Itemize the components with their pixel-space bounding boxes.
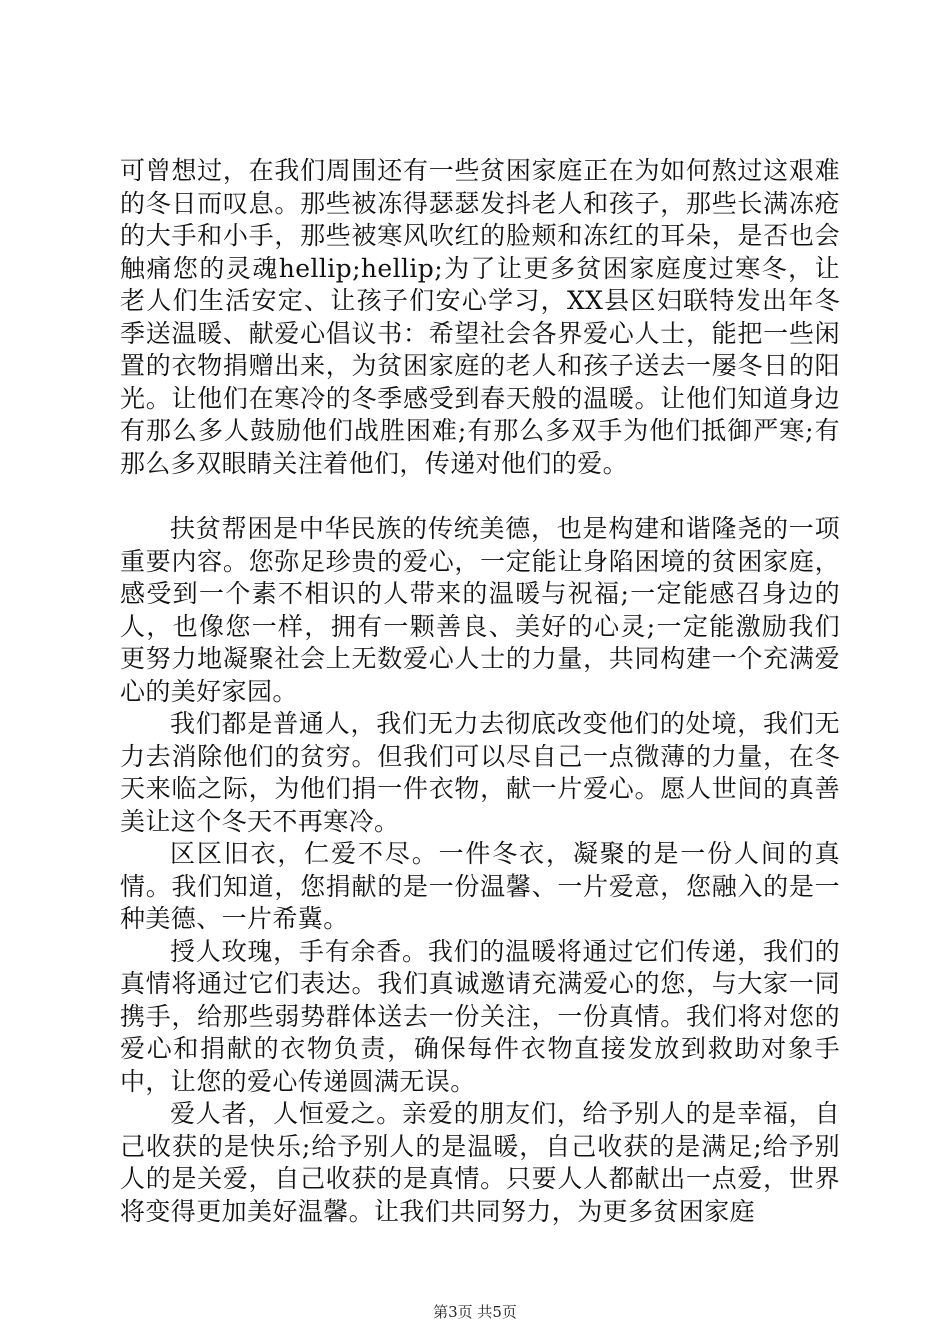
paragraph-3: 我们都是普通人，我们无力去彻底改变他们的处境，我们无力去消除他们的贫穷。但我们可以尽自己一点微薄的力量，在冬天来临之际，为他们捐一件衣物，献一片爱心。愿人世间的真善美让这个冬天不再寒冷。 xyxy=(120,709,840,836)
paragraph-gap xyxy=(120,480,840,513)
paragraph-5: 授人玫瑰，手有余香。我们的温暖将通过它们传递，我们的真情将通过它们表达。我们真诚邀请充满爱心的您，与大家一同携手，给那些弱势群体送去一份关注，一份真情。我们将对您的爱心和捐献的衣物负责，确保每件衣物直接发放到救助对象手中，让您的爱心传递圆满无误。 xyxy=(120,936,840,1096)
paragraph-6: 爱人者，人恒爱之。亲爱的朋友们，给予别人的是幸福，自己收获的是快乐;给予别人的是温暖，自己收获的是满足;给予别人的是关爱，自己收获的是真情。只要人人都献出一点爱，世界将变得更加美好温馨。让我们共同努力，为更多贫困家庭 xyxy=(120,1099,840,1226)
paragraph-4: 区区旧衣，仁爱不尽。一件冬衣，凝聚的是一份人间的真情。我们知道，您捐献的是一份温馨、一片爱意，您融入的是一种美德、一片希冀。 xyxy=(120,839,840,933)
paragraph-1: 可曾想过，在我们周围还有一些贫困家庭正在为如何熬过这艰难的冬日而叹息。那些被冻得瑟瑟发抖老人和孩子，那些长满冻疮的大手和小手，那些被寒风吹红的脸颊和冻红的耳朵，是否也会触痛您的灵魂hellip;hellip;为了让更多贫困家庭度过寒冬，让老人们生活安定、让孩子们安心学习，XX县区妇联特发出年冬季送温暖、献爱心倡议书：希望社会各界爱心人士，能把一些闲置的衣物捐赠出来，为贫困家庭的老人和孩子送去一屡冬日的阳光。让他们在寒冷的冬季感受到春天般的温暖。让他们知道身边有那么多人鼓励他们战胜困难;有那么多双手为他们抵御严寒;有那么多双眼睛关注着他们，传递对他们的爱。 xyxy=(120,156,840,478)
document-body xyxy=(120,155,840,1228)
page-number-footer: 第3页 共5页 xyxy=(433,1303,517,1321)
paragraph-2: 扶贫帮困是中华民族的传统美德，也是构建和谐隆尧的一项重要内容。您弥足珍贵的爱心，一定能让身陷困境的贫困家庭，感受到一个素不相识的人带来的温暖与祝福;一定能感召身边的人，也像您一样，拥有一颗善良、美好的心灵;一定能激励我们更努力地凝聚社会上无数爱心人士的力量，共同构建一个充满爱心的美好家园。 xyxy=(120,514,840,706)
